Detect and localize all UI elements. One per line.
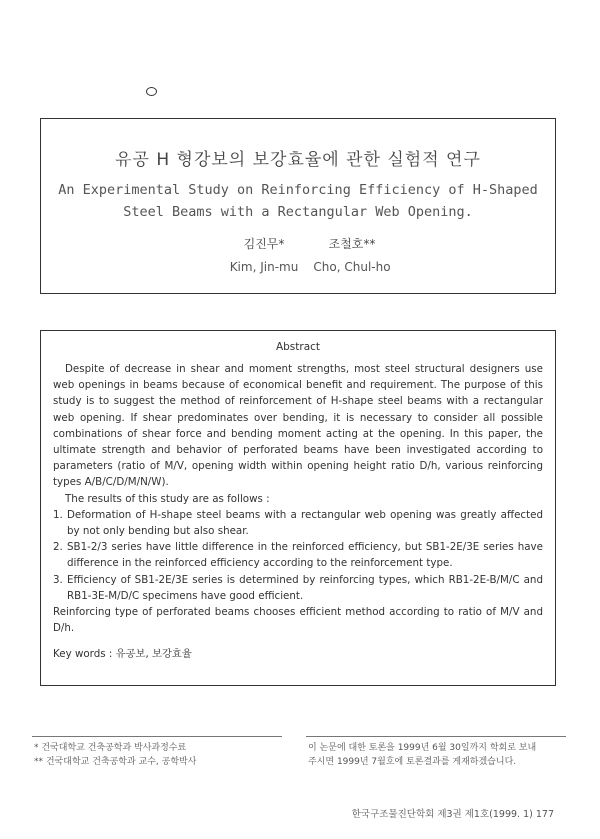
- footnote-author-1: * 건국대학교 건축공학과 박사과정수료: [34, 743, 187, 753]
- footnote-divider-right: [306, 736, 566, 737]
- author-1-name-korean: 김진무*: [243, 237, 285, 251]
- author-2-name-english: Cho, Chul-ho: [313, 260, 391, 274]
- result-text: Efficiency of SB1-2E/3E series is determined by reinforcing types, which RB1-2E-B/M/C and RB1-3E-M/D/C specimens have good efficient.: [67, 573, 543, 602]
- result-number: 3.: [53, 573, 63, 586]
- keywords: Key words : 유공보, 보강효율: [53, 648, 192, 661]
- results-intro: The results of this study are as follows :: [65, 492, 270, 505]
- circle-mark-icon: [146, 87, 157, 96]
- result-item: [53, 539, 543, 571]
- result-item: [53, 572, 543, 604]
- title-english: [41, 179, 555, 223]
- conclusion-paragraph: Reinforcing type of perforated beams chooses efficient method according to ratio of M/V and D/h.: [53, 606, 543, 635]
- author-footnotes: [34, 741, 284, 769]
- title-english-line-2: Steel Beams with a Rectangular Web Opening.: [123, 204, 473, 220]
- abstract-paragraph: Despite of decrease in shear and moment strengths, most steel structural designers use web openings in beams because of economical benefit and requirement. The purpose of this study is to suggest the method of reinforcement of H-shape steel beams with a rectangular web opening. If shear predominates over bending, it is necessary to consider all possible combinations of shear force and bending moment acting at the opening. In this paper, the ultimate strength and behavior of perforated beams have been investigated according to parameters (ratio of M/V, opening width within opening height ratio D/h, various reinforcing types A/B/C/D/M/N/W).: [53, 363, 543, 489]
- result-number: 2.: [53, 541, 63, 554]
- page-number: 177: [535, 809, 554, 820]
- title-english-line-1: An Experimental Study on Reinforcing Efficiency of H-Shaped: [58, 182, 538, 198]
- discussion-note-line-2: 주시면 1999년 7월호에 토론결과를 게재하겠습니다.: [308, 757, 517, 767]
- discussion-footnote: [308, 741, 570, 769]
- author-2: [297, 235, 407, 274]
- result-number: 1.: [53, 508, 63, 521]
- author-2-name-korean: 조철호**: [328, 237, 376, 251]
- abstract-heading: Abstract: [275, 341, 321, 353]
- author-1-name-english: Kim, Jin-mu: [229, 260, 299, 274]
- title-box: [40, 118, 556, 294]
- footnote-author-2: ** 건국대학교 건축공학과 교수, 공학박사: [34, 757, 197, 767]
- abstract-body: [53, 361, 543, 663]
- page-footer: [352, 806, 554, 820]
- journal-info: 한국구조물진단학회 제3권 제1호(1999. 1): [351, 809, 533, 820]
- result-text: SB1-2/3 series have little difference in the reinforced efficiency, but SB1-2E/3E series have difference in the reinforced efficiency according to the reinforcement type.: [67, 541, 543, 570]
- footnote-divider-left: [32, 736, 282, 737]
- title-korean: 유공 H 형강보의 보강효율에 관한 실험적 연구: [115, 150, 481, 170]
- discussion-note-line-1: 이 논문에 대한 토론을 1999년 6월 30일까지 학회로 보내: [308, 743, 537, 753]
- results-list: [53, 507, 543, 604]
- result-item: [53, 507, 543, 539]
- abstract-box: [40, 330, 556, 686]
- result-text: Deformation of H-shape steel beams with a rectangular web opening was greatly affected by not only bending but also shear.: [67, 508, 543, 538]
